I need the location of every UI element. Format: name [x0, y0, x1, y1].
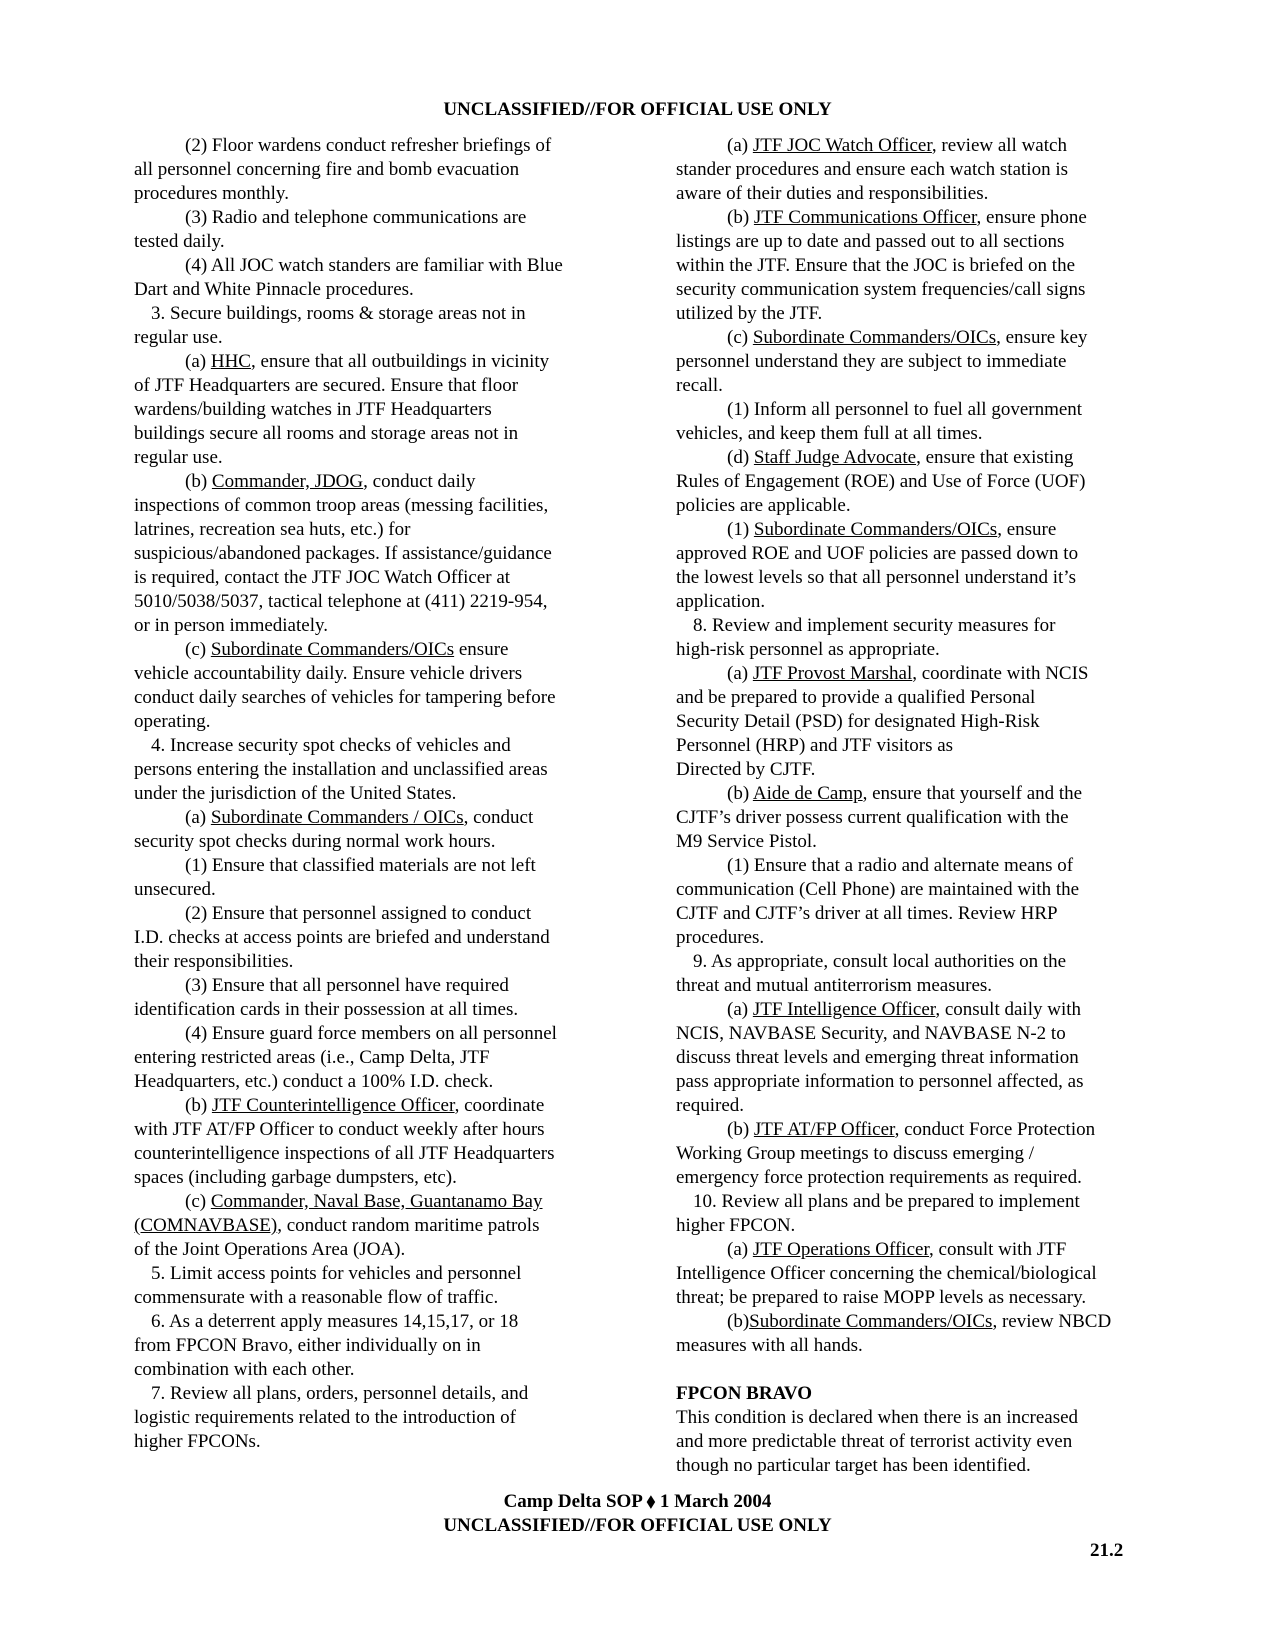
text-line: (1) Inform all personnel to fuel all government — [727, 399, 1083, 420]
paragraph — [134, 1022, 604, 1094]
paragraph-label: (a) — [727, 135, 753, 156]
paragraph — [676, 782, 1146, 854]
text-line: counterintelligence inspections of all JTF Headquarters — [134, 1143, 555, 1164]
text-line: , ensure key — [996, 327, 1088, 348]
paragraph — [676, 1190, 1146, 1238]
text-line: (1) Ensure that a radio and alternate means of — [727, 855, 1074, 876]
text-line: all personnel concerning fire and bomb evacuation — [134, 159, 520, 180]
text-line: and more predictable threat of terrorist activity even — [676, 1431, 1073, 1452]
text-line: , coordinate with NCIS — [912, 663, 1089, 684]
text-line: Security Detail (PSD) for designated High-Risk — [676, 711, 1040, 732]
text-line: , conduct random maritime patrols — [277, 1215, 540, 1236]
right-column-paragraphs — [676, 134, 1146, 1358]
paragraph — [676, 662, 1146, 782]
text-line: of JTF Headquarters are secured. Ensure that floor — [134, 375, 519, 396]
text-line: tested daily. — [134, 231, 225, 252]
text-line: under the jurisdiction of the United States. — [134, 783, 457, 804]
footer-document-title: Camp Delta SOP ⬧ 1 March 2004 — [503, 1491, 772, 1512]
text-line: and be prepared to provide a qualified Personal — [676, 687, 1036, 708]
text-line: higher FPCON. — [676, 1215, 796, 1236]
text-line: communication (Cell Phone) are maintained with the — [676, 879, 1080, 900]
text-line: required. — [676, 1095, 745, 1116]
paragraph — [134, 974, 604, 1022]
paragraph — [134, 1310, 604, 1382]
responsible-party: Subordinate Commanders/OICs — [753, 519, 998, 540]
responsible-party: JTF Provost Marshal — [752, 663, 913, 684]
text-line: 3. Secure buildings, rooms & storage areas not in — [151, 303, 526, 324]
text-line: higher FPCONs. — [134, 1431, 261, 1452]
paragraph-label: (b) — [727, 1119, 754, 1140]
paragraph-label: (d) — [727, 447, 754, 468]
text-line: 5. Limit access points for vehicles and personnel — [151, 1263, 522, 1284]
responsible-party: HHC — [210, 351, 251, 372]
text-line: recall. — [676, 375, 723, 396]
text-line: 9. As appropriate, consult local authorities on the — [693, 951, 1067, 972]
text-line: high-risk personnel as appropriate. — [676, 639, 940, 660]
text-line: I.D. checks at access points are briefed and understand — [134, 927, 550, 948]
section-spacer — [676, 1358, 1146, 1382]
text-line: procedures monthly. — [134, 183, 289, 204]
text-line: , conduct — [463, 807, 534, 828]
paragraph — [676, 518, 1146, 614]
paragraph — [134, 206, 604, 254]
text-line: NCIS, NAVBASE Security, and NAVBASE N-2 to — [676, 1023, 1066, 1044]
paragraph-label: (1) — [727, 519, 754, 540]
text-line: approved ROE and UOF policies are passed down to — [676, 543, 1079, 564]
paragraph — [134, 1094, 604, 1190]
text-line: threat and mutual antiterrorism measures. — [676, 975, 993, 996]
paragraph — [676, 446, 1146, 518]
responsible-party: Staff Judge Advocate — [753, 447, 917, 468]
text-line: aware of their duties and responsibilities. — [676, 183, 989, 204]
paragraph-label: (b) — [185, 471, 212, 492]
responsible-party: JTF Intelligence Officer — [752, 999, 936, 1020]
page-footer — [0, 1490, 1275, 1538]
text-line: , ensure — [997, 519, 1057, 540]
paragraph-label: (b) — [727, 207, 754, 228]
right-column — [676, 134, 1146, 1478]
text-line: , ensure that all outbuildings in vicinity — [250, 351, 550, 372]
text-line: Directed by CJTF. — [676, 759, 816, 780]
paragraph — [676, 854, 1146, 950]
text-line: operating. — [134, 711, 211, 732]
text-line: , ensure phone — [976, 207, 1087, 228]
text-line: (2) Floor wardens conduct refresher briefings of — [185, 135, 552, 156]
responsible-party: JTF Operations Officer — [752, 1239, 930, 1260]
paragraph — [134, 350, 604, 470]
text-line: 5010/5038/5037, tactical telephone at (411) 2219-954, — [134, 591, 548, 612]
text-line: regular use. — [134, 447, 223, 468]
text-line: vehicle accountability daily. Ensure vehicle drivers — [134, 663, 523, 684]
text-line: is required, contact the JTF JOC Watch Officer at — [134, 567, 511, 588]
text-line: logistic requirements related to the introduction of — [134, 1407, 517, 1428]
text-line: security spot checks during normal work hours. — [134, 831, 496, 852]
responsible-party: JTF JOC Watch Officer — [752, 135, 932, 156]
text-line: stander procedures and ensure each watch station is — [676, 159, 1068, 180]
section-title-fpcon-bravo: FPCON BRAVO — [676, 1383, 812, 1404]
paragraph-label: (c) — [185, 639, 211, 660]
text-line: utilized by the JTF. — [676, 303, 823, 324]
text-line: buildings secure all rooms and storage areas not in — [134, 423, 519, 444]
responsible-party: Commander, JDOG — [211, 471, 364, 492]
text-line: Rules of Engagement (ROE) and Use of Force (UOF) — [676, 471, 1086, 492]
paragraph — [676, 614, 1146, 662]
paragraph-label: (a) — [727, 1239, 753, 1260]
text-line: , review NBCD — [992, 1311, 1112, 1332]
responsible-party: Aide de Camp — [752, 783, 863, 804]
text-line: , consult with JTF — [929, 1239, 1067, 1260]
text-line: (4) Ensure guard force members on all personnel — [185, 1023, 557, 1044]
text-line: latrines, recreation sea huts, etc.) for — [134, 519, 411, 540]
text-line: (2) Ensure that personnel assigned to conduct — [185, 903, 532, 924]
text-line: (3) Radio and telephone communications are — [185, 207, 527, 228]
text-line: emergency force protection requirements as required. — [676, 1167, 1082, 1188]
text-line: CJTF and CJTF’s driver at all times. Review HRP — [676, 903, 1058, 924]
text-line: CJTF’s driver possess current qualification with the — [676, 807, 1069, 828]
text-line: within the JTF. Ensure that the JOC is briefed on the — [676, 255, 1075, 276]
responsible-party: JTF Counterintelligence Officer — [211, 1095, 455, 1116]
text-line: 7. Review all plans, orders, personnel details, and — [151, 1383, 529, 1404]
paragraph — [134, 470, 604, 638]
text-line: vehicles, and keep them full at all times. — [676, 423, 983, 444]
paragraph-label: (a) — [185, 351, 211, 372]
classification-header: UNCLASSIFIED//FOR OFFICIAL USE ONLY — [443, 99, 832, 120]
text-line: This condition is declared when there is an increased — [676, 1407, 1079, 1428]
paragraph — [676, 206, 1146, 326]
text-line: listings are up to date and passed out to all sections — [676, 231, 1065, 252]
text-line: 8. Review and implement security measures for — [693, 615, 1056, 636]
paragraph — [134, 854, 604, 902]
paragraph — [676, 1310, 1146, 1358]
paragraph-label: (b) — [727, 1311, 750, 1332]
responsible-party: JTF Communications Officer — [753, 207, 977, 228]
responsible-party: Subordinate Commanders/OICs — [749, 1311, 993, 1332]
text-line: measures with all hands. — [676, 1335, 863, 1356]
responsible-party: JTF AT/FP Officer — [753, 1119, 895, 1140]
paragraph-label: (b) — [727, 783, 753, 804]
text-line: procedures. — [676, 927, 765, 948]
text-line: , review all watch — [931, 135, 1067, 156]
paragraph-label: (c) — [185, 1191, 211, 1212]
paragraph — [676, 1118, 1146, 1190]
text-line: , conduct Force Protection — [894, 1119, 1096, 1140]
text-line: 6. As a deterrent apply measures 14,15,17, or 18 — [151, 1311, 519, 1332]
text-line: suspicious/abandoned packages. If assistance/guidance — [134, 543, 552, 564]
text-line: wardens/building watches in JTF Headquarters — [134, 399, 492, 420]
text-line: entering restricted areas (i.e., Camp Delta, JTF — [134, 1047, 490, 1068]
responsible-party: (COMNAVBASE) — [134, 1215, 278, 1236]
paragraph — [676, 950, 1146, 998]
paragraph-label: (a) — [185, 807, 211, 828]
left-column — [134, 134, 604, 1454]
text-line: 10. Review all plans and be prepared to implement — [693, 1191, 1080, 1212]
text-line: , conduct daily — [363, 471, 476, 492]
text-line: spaces (including garbage dumpsters, etc). — [134, 1167, 457, 1188]
paragraph — [134, 1382, 604, 1454]
paragraph — [134, 254, 604, 302]
responsible-party: Commander, Naval Base, Guantanamo Bay — [210, 1191, 543, 1212]
text-line: discuss threat levels and emerging threat information — [676, 1047, 1079, 1068]
text-line: pass appropriate information to personnel affected, as — [676, 1071, 1084, 1092]
text-line: , consult daily with — [935, 999, 1081, 1020]
text-line: the lowest levels so that all personnel understand it’s — [676, 567, 1076, 588]
paragraph — [134, 302, 604, 350]
paragraph — [134, 1190, 604, 1262]
paragraph — [134, 734, 604, 806]
paragraph — [134, 902, 604, 974]
text-line: of the Joint Operations Area (JOA). — [134, 1239, 406, 1260]
text-line: Headquarters, etc.) conduct a 100% I.D. check. — [134, 1071, 494, 1092]
responsible-party: Subordinate Commanders / OICs — [210, 807, 464, 828]
text-line: though no particular target has been identified. — [676, 1455, 1031, 1476]
paragraph — [676, 1238, 1146, 1310]
text-line: M9 Service Pistol. — [676, 831, 817, 852]
paragraph — [676, 398, 1146, 446]
paragraph — [676, 326, 1146, 398]
text-line: , ensure that existing — [916, 447, 1074, 468]
text-line: from FPCON Bravo, either individually on in — [134, 1335, 481, 1356]
text-line: inspections of common troop areas (messing facilities, — [134, 495, 549, 516]
paragraph-label: (c) — [727, 327, 753, 348]
text-line: identification cards in their possession at all times. — [134, 999, 519, 1020]
text-line: threat; be prepared to raise MOPP levels as necessary. — [676, 1287, 1087, 1308]
text-line: with JTF AT/FP Officer to conduct weekly after hours — [134, 1119, 545, 1140]
text-line: Personnel (HRP) and JTF visitors as — [676, 735, 954, 756]
text-line: security communication system frequencies/call signs — [676, 279, 1086, 300]
fpcon-bravo-body — [676, 1406, 1146, 1478]
text-line: Dart and White Pinnacle procedures. — [134, 279, 414, 300]
text-line: or in person immediately. — [134, 615, 328, 636]
text-line: persons entering the installation and unclassified areas — [134, 759, 548, 780]
responsible-party: Subordinate Commanders/OICs — [752, 327, 997, 348]
text-line: , coordinate — [454, 1095, 545, 1116]
text-line: regular use. — [134, 327, 223, 348]
paragraph — [676, 134, 1146, 206]
text-line: (1) Ensure that classified materials are not left — [185, 855, 536, 876]
paragraph — [134, 1262, 604, 1310]
paragraph — [134, 638, 604, 734]
text-line: ensure — [454, 639, 509, 660]
paragraph — [134, 134, 604, 206]
text-line: 4. Increase security spot checks of vehicles and — [151, 735, 511, 756]
text-line: unsecured. — [134, 879, 216, 900]
paragraph-label: (a) — [727, 663, 753, 684]
footer-classification: UNCLASSIFIED//FOR OFFICIAL USE ONLY — [443, 1515, 832, 1536]
paragraph — [134, 806, 604, 854]
page-number: 21.2 — [1090, 1540, 1124, 1561]
text-line: , ensure that yourself and the — [862, 783, 1083, 804]
text-line: policies are applicable. — [676, 495, 851, 516]
paragraph-label: (a) — [727, 999, 753, 1020]
paragraph — [676, 998, 1146, 1118]
text-line: personnel understand they are subject to immediate — [676, 351, 1067, 372]
text-line: application. — [676, 591, 766, 612]
text-line: combination with each other. — [134, 1359, 355, 1380]
text-line: conduct daily searches of vehicles for tampering before — [134, 687, 556, 708]
text-line: Intelligence Officer concerning the chemical/biological — [676, 1263, 1097, 1284]
text-line: (3) Ensure that all personnel have required — [185, 975, 509, 996]
text-line: commensurate with a reasonable flow of traffic. — [134, 1287, 499, 1308]
text-line: Working Group meetings to discuss emerging / — [676, 1143, 1035, 1164]
paragraph-label: (b) — [185, 1095, 212, 1116]
text-line: their responsibilities. — [134, 951, 294, 972]
responsible-party: Subordinate Commanders/OICs — [210, 639, 455, 660]
text-line: (4) All JOC watch standers are familiar with Blue — [185, 255, 563, 276]
